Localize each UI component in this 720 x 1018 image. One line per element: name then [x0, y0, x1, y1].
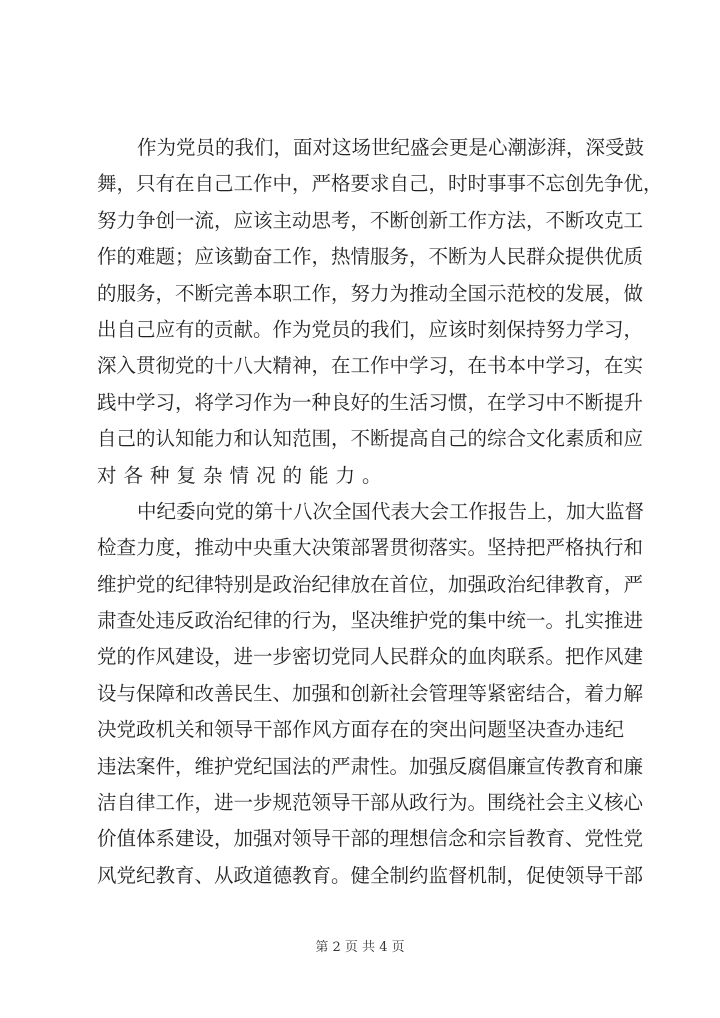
text-line: 出自己应有的贡献。作为党员的我们，应该时刻保持努力学习， — [97, 317, 644, 341]
text-line: 深入贯彻党的十八大精神，在工作中学习，在书本中学习，在实 — [97, 354, 644, 378]
paragraph — [97, 130, 663, 494]
text-line: 维护党的纪律特别是政治纪律放在首位，加强政治纪律教育，严 — [97, 572, 644, 596]
text-line: 舞，只有在自己工作中，严格要求自己，时时事事不忘创先争优， — [97, 172, 663, 196]
text-line: 对各种复杂情况的能力。 — [97, 463, 389, 487]
text-line: 践中学习，将学习作为一种良好的生活习惯，在学习中不断提升 — [97, 390, 644, 414]
text-line: 努力争创一流，应该主动思考，不断创新工作方法，不断攻克工 — [97, 208, 644, 232]
text-line: 检查力度，推动中央重大决策部署贯彻落实。坚持把严格执行和 — [97, 536, 644, 560]
text-line: 的服务，不断完善本职工作，努力为推动全国示范校的发展，做 — [97, 281, 644, 305]
page-number-footer: 第 2 页 共 4 页 — [315, 940, 405, 955]
text-line: 肃查处违反政治纪律的行为，坚决维护党的集中统一。扎实推进 — [97, 609, 644, 633]
paragraph — [97, 494, 645, 894]
text-line: 中纪委向党的第十八次全国代表大会工作报告上，加大监督 — [137, 499, 645, 523]
text-line: 党的作风建设，进一步密切党同人民群众的血肉联系。把作风建 — [97, 645, 644, 669]
text-line: 违法案件，维护党纪国法的严肃性。加强反腐倡廉宣传教育和廉 — [97, 754, 644, 778]
text-line: 价值体系建设，加强对领导干部的理想信念和宗旨教育、党性党 — [97, 827, 644, 851]
text-line: 风党纪教育、从政道德教育。健全制约监督机制，促使领导干部 — [97, 863, 644, 887]
text-line: 设与保障和改善民生、加强和创新社会管理等紧密结合，着力解 — [97, 681, 644, 705]
text-line: 洁自律工作，进一步规范领导干部从政行为。围绕社会主义核心 — [97, 791, 644, 815]
text-line: 决党政机关和领导干部作风方面存在的突出问题坚决查办违纪 — [97, 718, 624, 742]
document-body — [97, 130, 663, 894]
text-line: 自己的认知能力和认知范围，不断提高自己的综合文化素质和应 — [97, 427, 644, 451]
text-line: 作的难题；应该勤奋工作，热情服务，不断为人民群众提供优质 — [97, 245, 644, 269]
text-line: 作为党员的我们，面对这场世纪盛会更是心潮澎湃，深受鼓 — [137, 136, 645, 159]
